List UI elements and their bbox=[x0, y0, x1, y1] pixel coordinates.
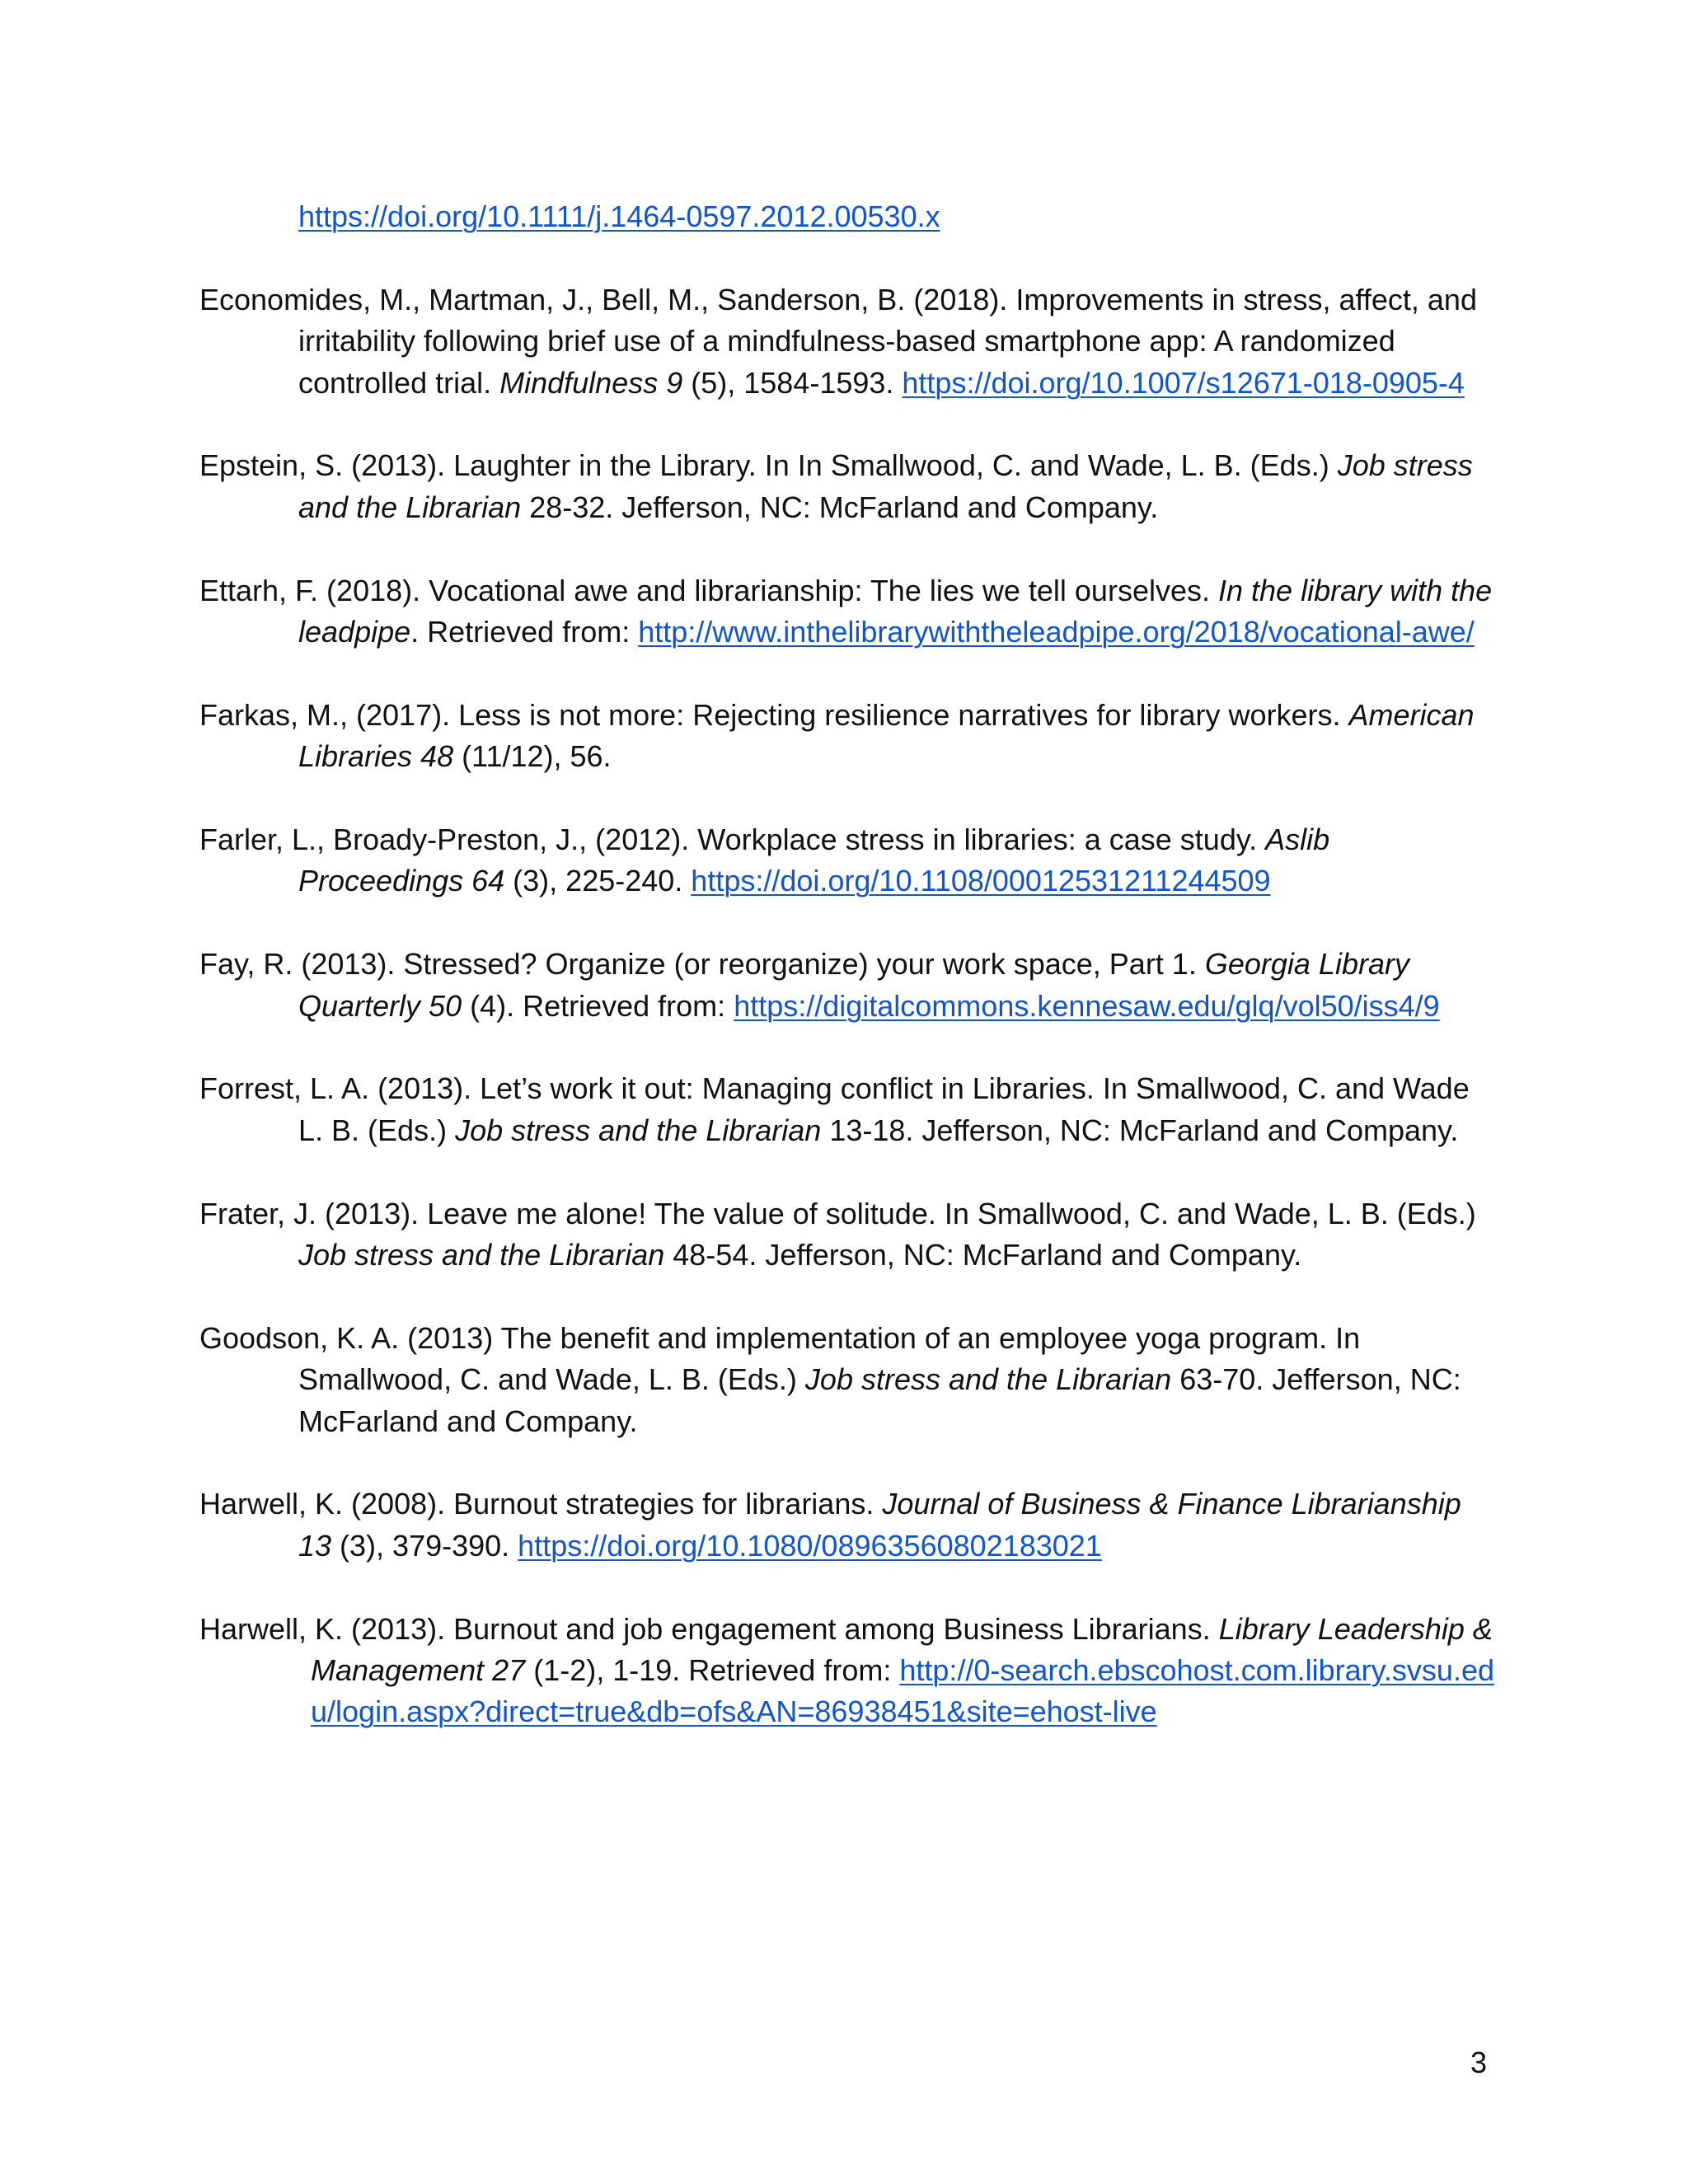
reference-journal-title: Georgia Library Quarterly 50 bbox=[298, 947, 1409, 1023]
reference-journal-title: Journal of Business & Finance Librarianship 13 bbox=[298, 1487, 1461, 1563]
url-link[interactable]: http://0-search.ebscohost.com.library.svsu.edu/login.aspx?direct=true&db=ofs&AN=86938451&site=ehost-live bbox=[311, 1653, 1494, 1729]
reference-text: (4). Retrieved from: bbox=[462, 988, 734, 1023]
doi-link[interactable]: https://doi.org/10.1111/j.1464-0597.2012.00530.x bbox=[298, 199, 940, 233]
reference-text: (11/12), 56. bbox=[453, 739, 612, 774]
reference-text: Forrest, L. A. (2013). Let’s work it out: Managing conflict in Libraries. In Smallwood, C. and Wade L. B. (Eds.) bbox=[199, 1071, 1470, 1147]
reference-text: . Retrieved from: bbox=[410, 615, 639, 649]
reference-entry-harwell-2008 bbox=[199, 1483, 1498, 1567]
reference-text: 63-70. Jefferson, NC: McFarland and Company. bbox=[298, 1362, 1461, 1438]
reference-text: Fay, R. (2013). Stressed? Organize (or reorganize) your work space, Part 1. bbox=[199, 947, 1205, 982]
reference-text: 48-54. Jefferson, NC: McFarland and Company. bbox=[664, 1238, 1302, 1272]
doi-link[interactable]: https://doi.org/10.1080/08963560802183021 bbox=[518, 1528, 1102, 1563]
reference-text: Farkas, M., (2017). Less is not more: Rejecting resilience narratives for library workers. bbox=[199, 697, 1349, 732]
reference-text: Goodson, K. A. (2013) The benefit and implementation of an employee yoga program. In Smallwood, C. and Wade, L. B. (Eds.) bbox=[199, 1320, 1361, 1397]
reference-book-title: Job stress and the Librarian bbox=[298, 448, 1473, 524]
reference-entry-forrest bbox=[199, 1068, 1498, 1151]
reference-text: (3), 379-390. bbox=[331, 1528, 518, 1563]
reference-book-title: Job stress and the Librarian bbox=[455, 1113, 822, 1147]
reference-journal-title: Library Leadership & Management 27 bbox=[311, 1611, 1493, 1688]
reference-text: Farler, L., Broady-Preston, J., (2012). Workplace stress in libraries: a case study. bbox=[199, 823, 1266, 857]
url-link[interactable]: http://www.inthelibrarywiththeleadpipe.org/2018/vocational-awe/ bbox=[638, 615, 1475, 649]
reference-book-title: Job stress and the Librarian bbox=[804, 1362, 1172, 1397]
reference-entry-economides bbox=[199, 279, 1498, 404]
reference-text: (5), 1584-1593. bbox=[682, 365, 903, 400]
reference-entry-farkas bbox=[199, 695, 1498, 778]
reference-text: Ettarh, F. (2018). Vocational awe and librarianship: The lies we tell ourselves. bbox=[199, 573, 1218, 607]
reference-book-title: Job stress and the Librarian bbox=[298, 1238, 665, 1272]
reference-journal-title: In the library with the leadpipe bbox=[298, 573, 1493, 649]
reference-text: (1-2), 1-19. Retrieved from: bbox=[525, 1653, 900, 1688]
reference-text: Harwell, K. (2013). Burnout and job engagement among Business Librarians. bbox=[199, 1611, 1219, 1646]
reference-list bbox=[199, 196, 1498, 1774]
reference-text: Economides, M., Martman, J., Bell, M., Sanderson, B. (2018). Improvements in stress, affect, and irritability following brief use of a mindfulness-based smartphone app: A randomized controlled trial. bbox=[199, 282, 1477, 400]
reference-journal-title: Aslib Proceedings 64 bbox=[298, 823, 1330, 898]
reference-entry-continued bbox=[199, 196, 1498, 237]
doi-link[interactable]: https://doi.org/10.1007/s12671-018-0905-4 bbox=[902, 365, 1465, 400]
reference-text: Harwell, K. (2008). Burnout strategies for librarians. bbox=[199, 1487, 883, 1521]
reference-journal-title: Mindfulness 9 bbox=[499, 365, 683, 400]
reference-text: Epstein, S. (2013). Laughter in the Library. In In Smallwood, C. and Wade, L. B. (Eds.) bbox=[199, 448, 1338, 483]
reference-entry-frater bbox=[199, 1193, 1498, 1277]
reference-entry-farler bbox=[199, 819, 1498, 902]
url-link[interactable]: https://digitalcommons.kennesaw.edu/glq/vol50/iss4/9 bbox=[734, 988, 1440, 1023]
reference-entry-epstein bbox=[199, 445, 1498, 528]
doi-link[interactable]: https://doi.org/10.1108/00012531211244509 bbox=[691, 864, 1271, 898]
page-number: 3 bbox=[1470, 2046, 1487, 2079]
reference-entry-harwell-2013 bbox=[199, 1609, 1498, 1733]
reference-entry-ettarh bbox=[199, 570, 1498, 654]
reference-entry-fay bbox=[199, 944, 1498, 1027]
reference-text: 28-32. Jefferson, NC: McFarland and Company. bbox=[521, 490, 1159, 524]
reference-text: Frater, J. (2013). Leave me alone! The value of solitude. In Smallwood, C. and Wade, L. B. (Eds.) bbox=[199, 1196, 1476, 1230]
reference-text: 13-18. Jefferson, NC: McFarland and Company. bbox=[821, 1113, 1459, 1147]
reference-text: (3), 225-240. bbox=[504, 864, 692, 898]
reference-journal-title: American Libraries 48 bbox=[298, 697, 1475, 774]
reference-entry-goodson bbox=[199, 1318, 1498, 1442]
